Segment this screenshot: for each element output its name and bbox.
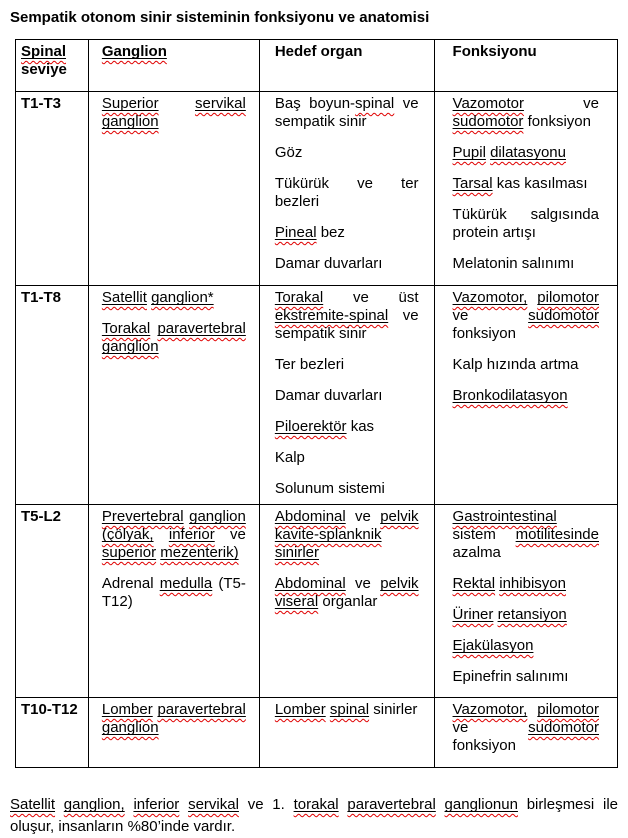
- text-segment: pilomotor: [537, 289, 599, 306]
- text-segment: Bronkodilatasyon: [452, 387, 568, 404]
- column-header-hedef-organ: [259, 40, 434, 92]
- text-segment: Piloerektör: [274, 418, 347, 435]
- cell-hedef-organ: [259, 286, 434, 505]
- text-segment: Ejakülasyon: [452, 637, 534, 654]
- text-segment: ve sempatik sinir: [274, 95, 419, 130]
- text-segment: Lomber: [101, 701, 153, 718]
- cell-spinal-seviye: T1-T3: [16, 92, 89, 286]
- text-segment: spinal: [329, 701, 370, 718]
- text-segment: ve: [355, 575, 371, 592]
- text-segment: ve üst: [352, 289, 419, 306]
- cell-paragraph: [453, 206, 599, 242]
- table-row: [16, 92, 618, 286]
- text-segment: Rektal: [452, 575, 496, 592]
- cell-paragraph: [275, 508, 419, 562]
- text-segment: Epinefrin salınımı: [452, 668, 569, 685]
- text-segment: sudomotor: [452, 113, 524, 130]
- text-segment: azalma: [452, 544, 501, 561]
- text-segment: pelvik: [380, 508, 419, 525]
- text-segment: Superior: [101, 95, 159, 112]
- cell-fonksiyonu: [434, 92, 617, 286]
- text-segment: ekstremite-spinal: [274, 307, 389, 324]
- text-segment: superior: [101, 544, 157, 561]
- text-segment: birleşmesi ile oluşur, insanların %80’inde vardır.: [10, 796, 619, 835]
- text-segment: sinirler: [274, 544, 320, 561]
- text-segment: Gastrointestinal: [452, 508, 557, 525]
- text-segment: Damar duvarları: [274, 255, 383, 272]
- text-segment: seviye: [21, 61, 67, 78]
- cell-paragraph: [275, 175, 419, 211]
- text-segment: Lomber: [274, 701, 326, 718]
- text-segment: Ter bezleri: [274, 356, 345, 373]
- text-segment: fonksiyon: [452, 737, 516, 754]
- text-segment: paravertebral: [347, 796, 436, 813]
- text-segment: sudomotor: [528, 307, 599, 324]
- text-segment: Kalp: [274, 449, 305, 466]
- text-segment: ve: [355, 508, 371, 525]
- cell-paragraph: [102, 95, 246, 131]
- cell-paragraph: [453, 508, 599, 562]
- text-segment: Satellit: [101, 289, 147, 306]
- text-segment: Ganglion: [101, 43, 167, 60]
- text-segment: spinal: [355, 95, 395, 112]
- cell-paragraph: [453, 606, 599, 624]
- text-segment: sistem: [452, 526, 496, 543]
- text-segment: Pupil: [452, 144, 486, 161]
- cell-fonksiyonu: [434, 505, 617, 698]
- text-segment: ve 1.: [247, 796, 285, 813]
- text-segment: sudomotor: [528, 719, 599, 736]
- text-segment: (T5-T12): [101, 575, 246, 610]
- cell-paragraph: [275, 449, 419, 467]
- text-segment: inferior: [133, 796, 180, 813]
- text-segment: Melatonin salınımı: [452, 255, 575, 272]
- document-title: Sempatik otonom sinir sisteminin fonksiyonu ve anatomisi: [10, 9, 430, 26]
- text-segment: bez: [320, 224, 345, 241]
- text-segment: inferior: [168, 526, 215, 543]
- cell-paragraph: [102, 508, 246, 562]
- cell-paragraph: [275, 480, 419, 498]
- text-segment: dilatasyonu: [490, 144, 566, 161]
- text-segment: kavite-splanknik: [274, 526, 382, 543]
- text-segment: Göz: [274, 144, 303, 161]
- cell-paragraph: [453, 255, 599, 273]
- text-segment: pilomotor: [537, 701, 599, 718]
- text-segment: Abdominal: [274, 575, 346, 592]
- text-segment: medulla: [159, 575, 213, 592]
- text-segment: Torakal: [274, 289, 324, 306]
- cell-paragraph: [275, 356, 419, 374]
- text-segment: ve sempatik sinir: [274, 307, 419, 342]
- text-segment: ve: [230, 526, 246, 543]
- text-segment: ganglion: [101, 113, 159, 130]
- text-segment: fonksiyon: [452, 325, 516, 342]
- text-segment: ganglion: [189, 508, 246, 525]
- cell-paragraph: [453, 387, 599, 405]
- cell-fonksiyonu: [434, 286, 617, 505]
- text-segment: pelvik: [380, 575, 419, 592]
- text-segment: Damar duvarları: [274, 387, 383, 404]
- cell-paragraph: [275, 701, 419, 719]
- column-header-ganglion: [88, 40, 259, 92]
- cell-paragraph: [275, 418, 419, 436]
- text-segment: retansiyon: [497, 606, 567, 623]
- text-segment: ve: [452, 719, 469, 736]
- cell-paragraph: [275, 289, 419, 343]
- text-segment: paravertebral: [157, 320, 246, 337]
- table-row: [16, 286, 618, 505]
- text-segment: mezenterik): [160, 544, 239, 561]
- text-segment: Satellit: [10, 796, 56, 813]
- cell-paragraph: [453, 95, 599, 131]
- cell-paragraph: [275, 95, 419, 131]
- cell-ganglion: [88, 505, 259, 698]
- text-segment: boyun-: [309, 95, 356, 112]
- text-segment: Fonksiyonu: [452, 43, 537, 60]
- text-segment: Tükürük salgısında protein artışı: [452, 206, 599, 241]
- cell-paragraph: [102, 575, 246, 611]
- text-segment: torakal: [293, 796, 339, 813]
- text-segment: kas kasılması: [496, 175, 588, 192]
- text-segment: fonksiyon: [527, 113, 591, 130]
- cell-hedef-organ: [259, 698, 434, 768]
- cell-paragraph: [453, 175, 599, 193]
- cell-paragraph: [275, 255, 419, 273]
- text-segment: ganglion,: [63, 796, 125, 813]
- cell-paragraph: [275, 144, 419, 162]
- text-segment: kas: [350, 418, 375, 435]
- footnote: [10, 794, 618, 838]
- cell-paragraph: [453, 668, 599, 686]
- cell-paragraph: [453, 575, 599, 593]
- cell-ganglion: [88, 286, 259, 505]
- anatomy-table: [15, 39, 618, 768]
- cell-hedef-organ: [259, 92, 434, 286]
- text-segment: Vazomotor: [452, 95, 524, 112]
- cell-paragraph: [102, 289, 246, 307]
- text-segment: Pineal: [274, 224, 317, 241]
- text-segment: ganglion: [101, 719, 159, 736]
- text-segment: Tarsal: [452, 175, 493, 192]
- text-segment: Hedef organ: [274, 43, 363, 60]
- text-segment: Vazomotor,: [452, 289, 528, 306]
- cell-paragraph: [275, 575, 419, 611]
- text-segment: ve: [583, 95, 599, 112]
- text-segment: ganglion*: [151, 289, 214, 306]
- text-segment: motilitesinde: [515, 526, 599, 543]
- text-segment: Torakal: [101, 320, 151, 337]
- cell-paragraph: [102, 320, 246, 356]
- text-segment: Vazomotor,: [452, 701, 528, 718]
- text-segment: (çölyak,: [101, 526, 154, 543]
- cell-paragraph: [453, 144, 599, 162]
- text-segment: Solunum sistemi: [274, 480, 385, 497]
- text-segment: Prevertebral: [101, 508, 184, 525]
- text-segment: paravertebral: [157, 701, 246, 718]
- cell-hedef-organ: [259, 505, 434, 698]
- column-header-spinal-seviye: [16, 40, 89, 92]
- cell-spinal-seviye: T5-L2: [16, 505, 89, 698]
- table-row: [16, 698, 618, 768]
- cell-spinal-seviye: T10-T12: [16, 698, 89, 768]
- text-segment: Adrenal: [101, 575, 154, 592]
- text-segment: ganglion: [101, 338, 159, 355]
- cell-paragraph: [453, 289, 599, 343]
- text-segment: ve: [452, 307, 469, 324]
- text-segment: servikal: [188, 796, 239, 813]
- text-segment: Baş: [274, 95, 301, 112]
- text-segment: Kalp hızında artma: [452, 356, 579, 373]
- cell-paragraph: [275, 224, 419, 242]
- column-header-fonksiyonu: [434, 40, 617, 92]
- table-row: [16, 505, 618, 698]
- text-segment: organlar: [322, 593, 378, 610]
- text-segment: ganglionun: [444, 796, 518, 813]
- cell-paragraph: [453, 637, 599, 655]
- cell-spinal-seviye: T1-T8: [16, 286, 89, 505]
- cell-fonksiyonu: [434, 698, 617, 768]
- text-segment: servikal: [194, 95, 246, 112]
- cell-ganglion: [88, 92, 259, 286]
- text-segment: Spinal: [21, 43, 67, 60]
- header-row: [16, 40, 618, 92]
- cell-ganglion: [88, 698, 259, 768]
- text-segment: Abdominal: [274, 508, 346, 525]
- cell-paragraph: [453, 356, 599, 374]
- text-segment: Üriner: [452, 606, 494, 623]
- text-segment: sinirler: [373, 701, 418, 718]
- cell-paragraph: [275, 387, 419, 405]
- cell-paragraph: [102, 701, 246, 737]
- text-segment: viseral: [274, 593, 319, 610]
- cell-paragraph: [453, 701, 599, 755]
- text-segment: Tükürük ve ter bezleri: [274, 175, 419, 210]
- text-segment: inhibisyon: [499, 575, 566, 592]
